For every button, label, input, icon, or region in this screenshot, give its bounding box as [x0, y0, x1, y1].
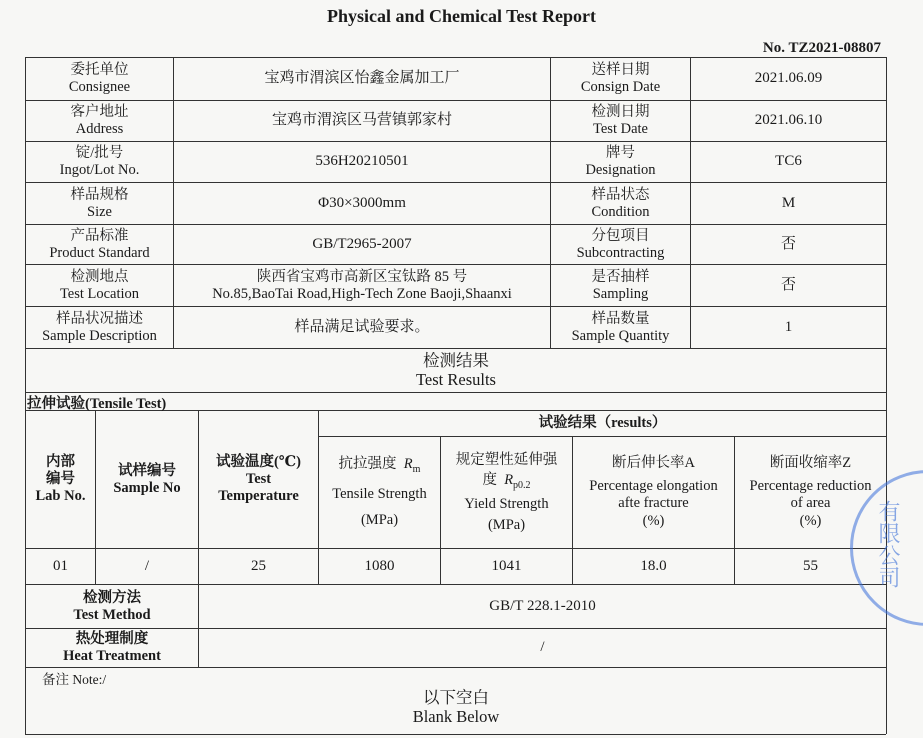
condition-value: M — [781, 194, 796, 211]
heat-treatment-value: / — [540, 639, 545, 656]
sample-no-header: 试样编号 Sample No — [113, 462, 181, 496]
location-label: 检测地点 Test Location — [59, 268, 140, 302]
address-value: 宝鸡市渭滨区马营镇郭家村 — [271, 112, 452, 129]
temperature-header: 试验温度(℃) Test Temperature — [215, 454, 302, 504]
subcontracting-label: 分包项目 Subcontracting — [576, 227, 665, 261]
consign-date-label: 送样日期 Consign Date — [580, 62, 661, 95]
company-seal-text: 有限公司 — [875, 500, 900, 588]
standard-label: 产品标准 Product Standard — [49, 227, 150, 261]
results-subheader: 试验结果（results） — [538, 415, 667, 432]
heat-treatment-label: 热处理制度 Heat Treatment — [63, 631, 161, 664]
table-row-temperature: 25 — [251, 557, 266, 574]
standard-value: GB/T2965-2007 — [312, 235, 412, 252]
designation-label: 牌号 Designation — [585, 145, 656, 178]
quantity-label: 样品数量 Sample Quantity — [571, 310, 670, 344]
sampling-value: 否 — [780, 276, 796, 293]
report-title: Physical and Chemical Test Report — [326, 6, 596, 26]
test-method-value: GB/T 228.1-2010 — [489, 597, 596, 614]
table-row-elongation: 18.0 — [640, 557, 667, 574]
test-date-label: 检测日期 Test Date — [591, 104, 650, 137]
test-date-value: 2021.06.10 — [754, 112, 823, 129]
results-header: 检测结果 Test Results — [416, 350, 496, 389]
consign-date-value: 2021.06.09 — [754, 70, 823, 87]
table-row-yield-strength: 1041 — [491, 557, 522, 574]
table-row-lab-no: 01 — [53, 557, 68, 574]
designation-value: TC6 — [775, 153, 802, 170]
table-row-reduction-area: 55 — [803, 557, 818, 574]
description-label: 样品状况描述 Sample Description — [42, 310, 157, 344]
yield-strength-header: 规定塑性延伸强 度 $R_{p0.2}$ Yield Strength (MPa) — [455, 451, 558, 533]
blank-below: 以下空白 Blank Below — [412, 688, 500, 726]
table-row-sample-no: / — [144, 557, 150, 574]
size-label: 样品规格 Size — [70, 186, 129, 220]
condition-label: 样品状态 Condition — [591, 186, 650, 220]
size-value: Φ30×3000mm — [318, 194, 406, 211]
lab-no-header: 内部 编号 Lab No. — [35, 454, 86, 504]
elongation-header: 断后伸长率A Percentage elongation afte fracture (%) — [589, 455, 718, 529]
test-method-label: 检测方法 Test Method — [73, 589, 151, 623]
table-row-tensile-strength: 1080 — [364, 557, 395, 574]
tensile-strength-header: 抗拉强度 $R_m$ Tensile Strength (MPa) — [332, 456, 427, 529]
quantity-value: 1 — [784, 318, 793, 335]
consignee-value: 宝鸡市渭滨区怡鑫金属加工厂 — [264, 70, 460, 87]
description-value: 样品满足试验要求。 — [294, 318, 430, 335]
consignee-label: 委托单位 Consignee — [68, 62, 131, 95]
lot-label: 锭/批号 Ingot/Lot No. — [59, 145, 140, 178]
location-value: 陕西省宝鸡市高新区宝钛路 85 号 No.85,BaoTai Road,High-Tech Zone Baoji,Shaanxi — [212, 268, 512, 302]
subcontracting-value: 否 — [780, 235, 796, 252]
report-number: No. TZ2021-08807 — [762, 40, 881, 56]
address-label: 客户地址 Address — [70, 104, 129, 137]
tensile-test-label: 拉伸试验(Tensile Test) — [27, 396, 167, 412]
lot-value: 536H20210501 — [315, 153, 409, 170]
sampling-label: 是否抽样 Sampling — [591, 268, 650, 302]
note-label: 备注 Note:/ — [42, 672, 107, 687]
reduction-area-header: 断面收缩率Z Percentage reduction of area (%) — [749, 455, 872, 529]
